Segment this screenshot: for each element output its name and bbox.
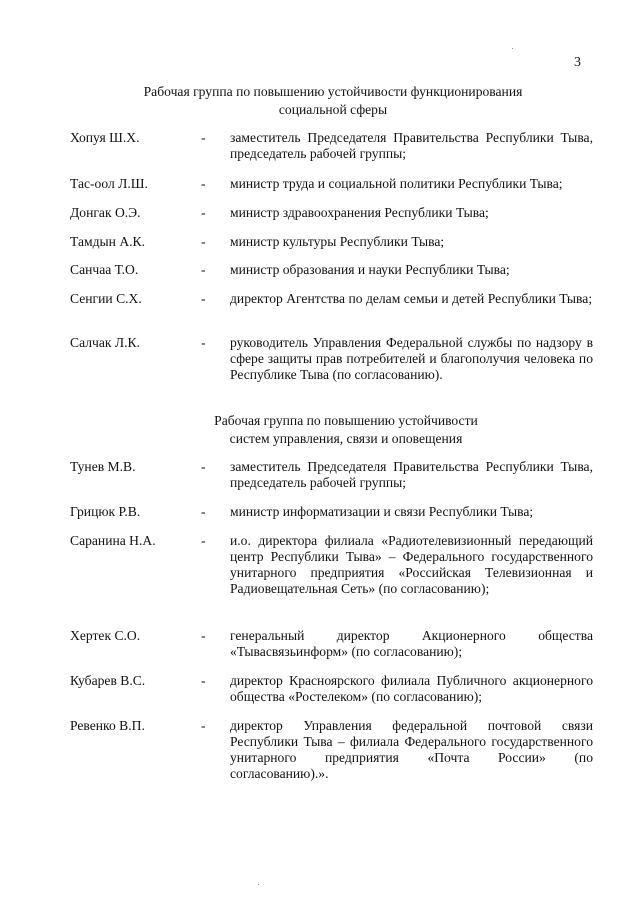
member-dash: - — [201, 504, 206, 519]
working-group-communications — [0, 412, 640, 448]
member-dash: - — [201, 459, 206, 474]
member-role: генеральный директор Акционерного общества «Тывасвязьинформ» (по согласованию); — [230, 628, 593, 659]
member-name: Тамдын А.К. — [70, 234, 146, 249]
member-role: заместитель Председателя Правительства Республики Тыва, председатель рабочей группы; — [230, 459, 593, 490]
member-role: министр информатизации и связи Республики Тыва; — [230, 504, 534, 519]
member-name: Донгак О.Э. — [70, 205, 141, 220]
member-dash: - — [201, 673, 206, 688]
member-name: Ревенко В.П. — [70, 718, 145, 733]
member-role: министр культуры Республики Тыва; — [230, 234, 445, 249]
member-dash: - — [201, 130, 206, 145]
member-role: директор Красноярского филиала Публичного акционерного общества «Ростелеком» (по согласованию); — [230, 673, 593, 704]
member-name: Санчаа Т.О. — [70, 262, 139, 277]
member-role: руководитель Управления Федеральной службы по надзору в сфере защиты прав потребителей и благополучия человека по Республике Тыва (по согласованию). — [230, 335, 593, 382]
member-name: Хертек С.О. — [70, 628, 141, 643]
member-dash: - — [201, 262, 206, 277]
member-name: Саранина Н.А. — [70, 533, 156, 548]
member-name: Грицюк Р.В. — [70, 504, 141, 519]
member-dash: - — [201, 533, 206, 548]
scan-speck — [512, 48, 513, 49]
member-role: директор Управления федеральной почтовой связи Республики Тыва – филиала Федерального государственного унитарного предприятия «Почта России» (по согласованию).». — [230, 718, 593, 781]
member-name: Тунев М.В. — [70, 459, 136, 474]
member-role: министр образования и науки Республики Тыва; — [230, 262, 510, 277]
member-name: Сенгии С.Х. — [70, 291, 142, 306]
group-title-line1: Рабочая группа по повышению устойчивости функционирования — [143, 84, 523, 99]
member-name: Кубарев В.С. — [70, 673, 146, 688]
member-dash: - — [201, 628, 206, 643]
member-role: и.о. директора филиала «Радиотелевизионный передающий центр Республики Тыва» – Федерального государственного унитарного предприятия «Российская Телевизионная и Радиовещательная Сеть» (по согласованию); — [230, 533, 593, 596]
scan-speck — [258, 884, 259, 885]
member-dash: - — [201, 176, 206, 191]
member-dash: - — [201, 291, 206, 306]
member-role: министр здравоохранения Республики Тыва; — [230, 205, 489, 220]
member-name: Тас-оол Л.Ш. — [70, 176, 148, 191]
member-role: заместитель Председателя Правительства Республики Тыва, председатель рабочей группы; — [230, 130, 593, 161]
member-dash: - — [201, 335, 206, 350]
member-dash: - — [201, 234, 206, 249]
member-dash: - — [201, 718, 206, 733]
working-group-social — [0, 83, 640, 119]
member-name: Салчак Л.К. — [70, 335, 140, 350]
group-title-line2: социальной сферы — [278, 102, 388, 117]
group-title-line2: систем управления, связи и оповещения — [229, 431, 463, 446]
member-role: министр труда и социальной политики Республики Тыва; — [230, 176, 563, 191]
member-name: Хопуя Ш.Х. — [70, 130, 140, 145]
member-dash: - — [201, 205, 206, 220]
member-role: директор Агентства по делам семьи и детей Республики Тыва; — [230, 291, 593, 306]
group-title-line1: Рабочая группа по повышению устойчивости — [214, 413, 478, 428]
page-number: 3 — [574, 55, 581, 70]
